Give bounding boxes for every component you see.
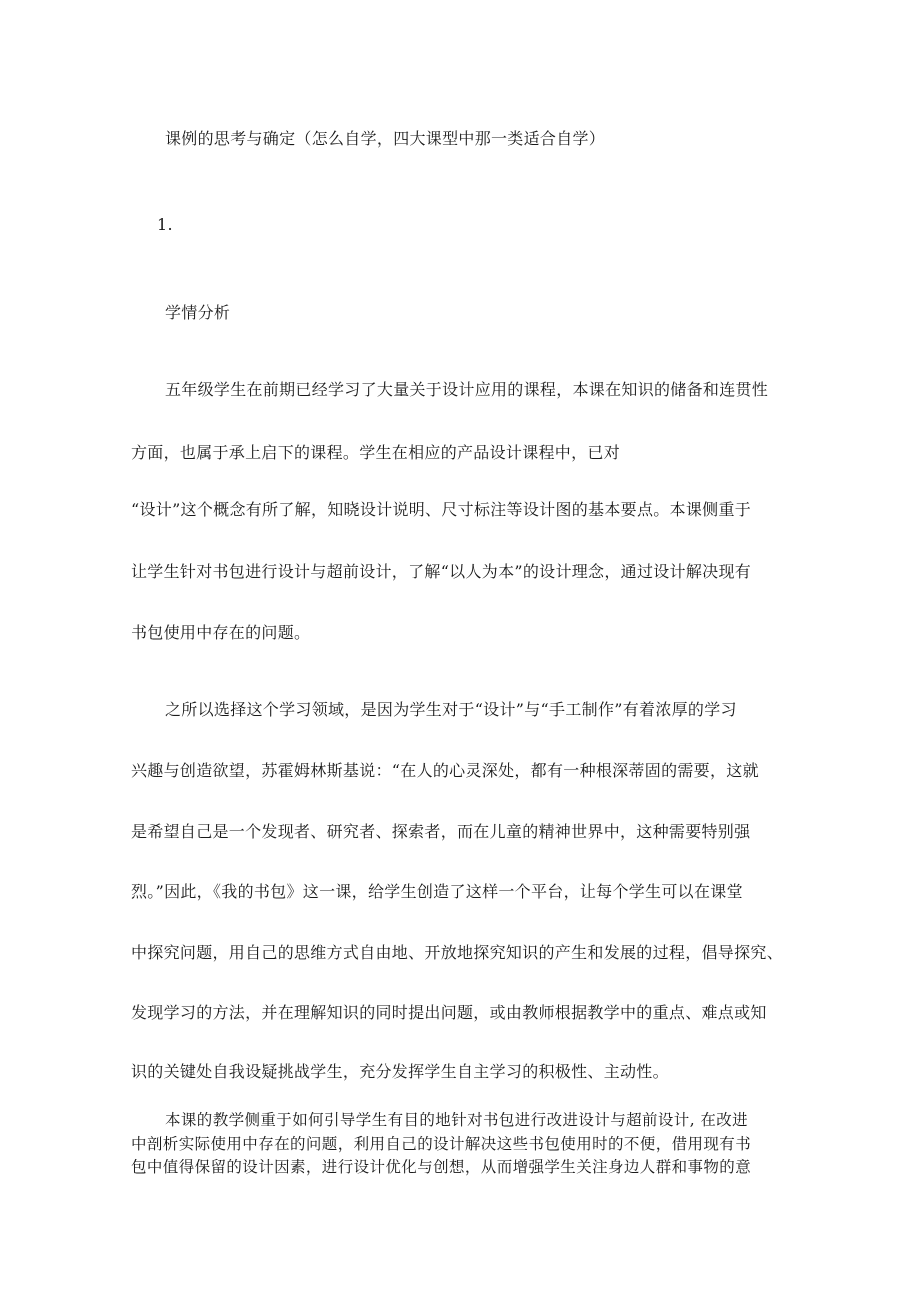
paragraph2-line: 烈。”因此，《我的书包》这一课，给学生创造了这样一个平台，让每个学生可以在课堂 — [131, 882, 743, 901]
paragraph2-line: 发现学习的方法，并在理解知识的同时提出问题，或由教师根据教学中的重点、难点或知 — [131, 1003, 767, 1022]
paragraph1-line: 书包使用中存在的问题。 — [131, 623, 311, 642]
paragraph3-line: 包中值得保留的设计因素，进行设计优化与创想，从而增强学生关注身边人群和事物的意 — [131, 1158, 752, 1176]
paragraph1-line: “设计”这个概念有所了解，知晓设计说明、尺寸标注等设计图的基本要点。本课侧重于 — [131, 500, 752, 519]
item-number: 1. — [157, 215, 173, 234]
paragraph2-line: 之所以选择这个学习领域，是因为学生对于“设计”与“手工制作”有着浓厚的学习 — [165, 700, 737, 719]
heading: 课例的思考与确定（怎么自学，四大课型中那一类适合自学） — [165, 129, 606, 148]
paragraph3-line: 本课的教学侧重于如何引导学生有目的地针对书包进行改进设计与超前设计, 在改进 — [165, 1111, 749, 1129]
paragraph1-line: 让学生针对书包进行设计与超前设计，了解“以人为本”的设计理念，通过设计解决现有 — [131, 562, 752, 581]
paragraph3-line: 中剖析实际使用中存在的问题，利用自己的设计解决这些书包使用时的不便，借用现有书 — [131, 1135, 752, 1153]
paragraph2-line: 是希望自己是一个发现者、研究者、探索者，而在儿童的精神世界中，这种需要特别强 — [131, 822, 751, 841]
paragraph1-line: 五年级学生在前期已经学习了大量关于设计应用的课程，本课在知识的储备和连贯性 — [165, 380, 769, 399]
paragraph2-line: 兴趣与创造欲望，苏霍姆林斯基说：“在人的心灵深处，都有一种根深蒂固的需要，这就 — [131, 761, 759, 780]
paragraph2-line: 识的关键处自我设疑挑战学生，充分发挥学生自主学习的积极性、主动性。 — [131, 1062, 669, 1081]
paragraph1-line: 方面，也属于承上启下的课程。学生在相应的产品设计课程中，已对 — [131, 443, 621, 462]
section-title: 学情分析 — [165, 303, 231, 322]
paragraph2-line: 中探究问题，用自己的思维方式自由地、开放地探究知识的产生和发展的过程，倡导探究、 — [131, 943, 784, 962]
